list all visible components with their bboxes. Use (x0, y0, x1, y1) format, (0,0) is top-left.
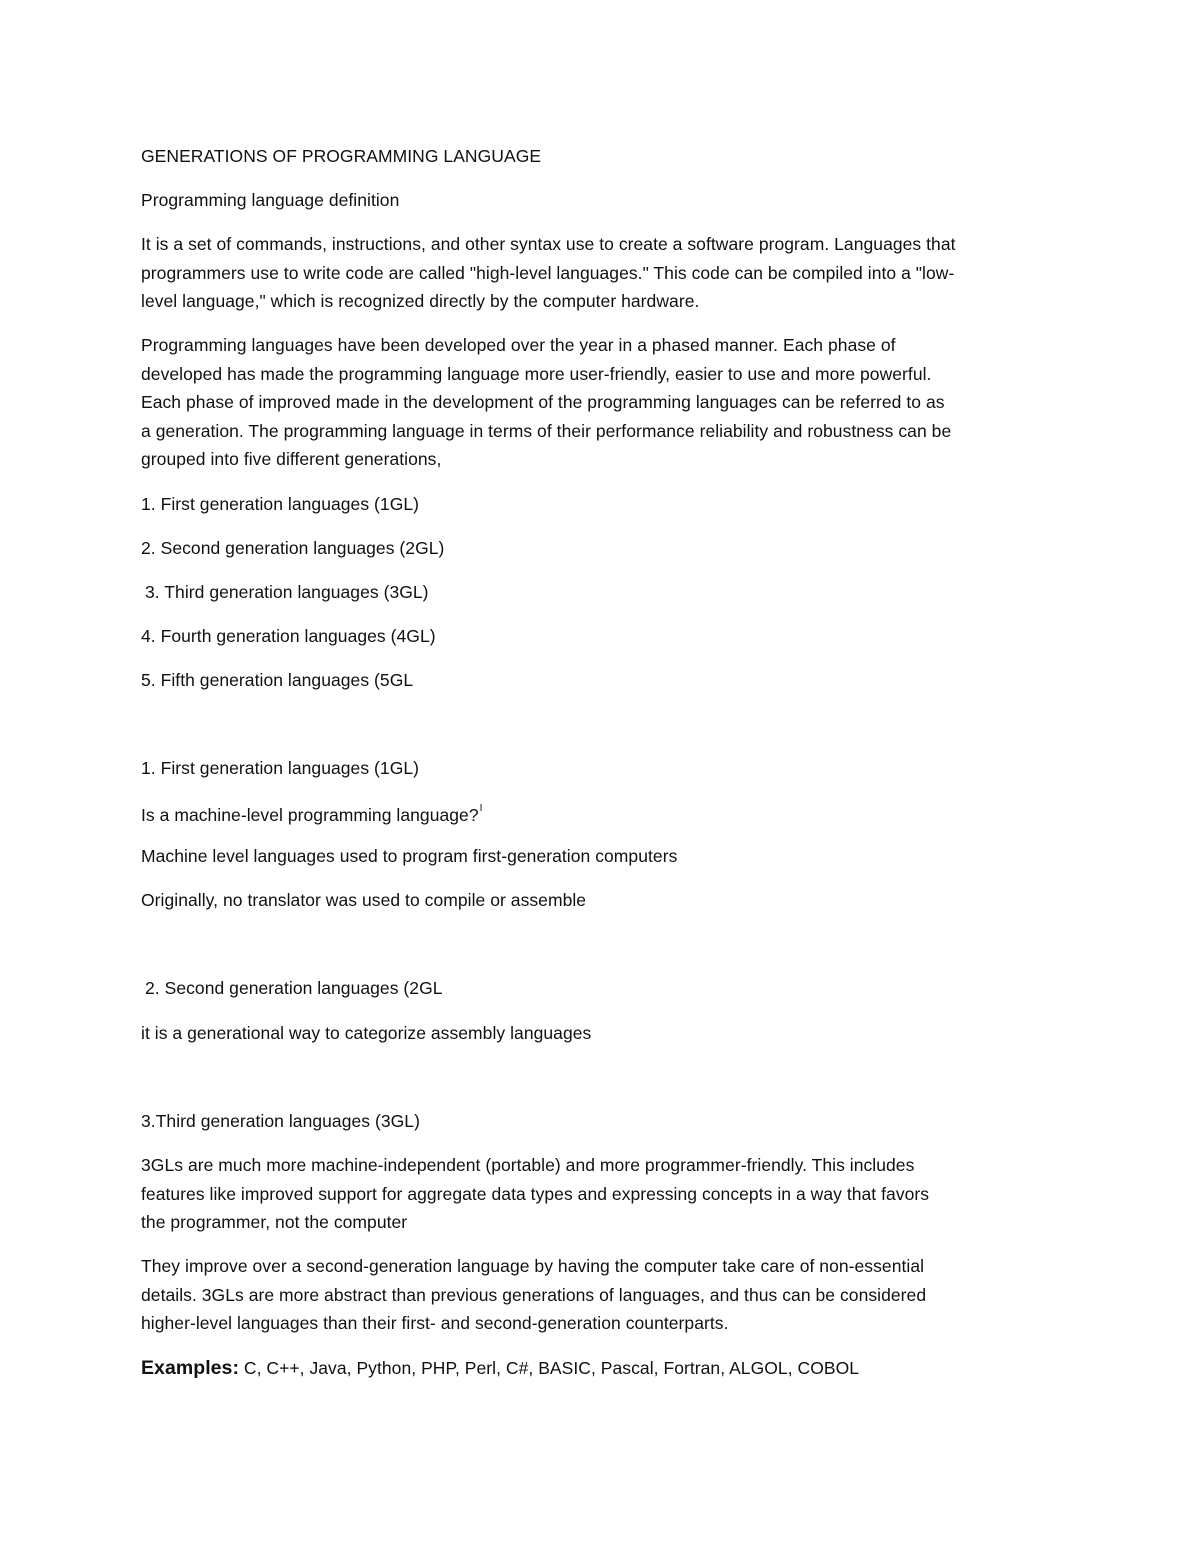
list-item: 3. Third generation languages (3GL) (145, 582, 429, 602)
section3-paragraph-2 (141, 1252, 1061, 1338)
section3-paragraph-1 (141, 1151, 1061, 1237)
section3-heading: 3.Third generation languages (3GL) (141, 1111, 420, 1131)
examples-label: Examples: (141, 1357, 239, 1379)
intro-line: a generation. The programming language in terms of their performance reliability and robustness can be (141, 420, 952, 441)
section2-heading: 2. Second generation languages (2GL (145, 978, 443, 998)
section2-line: it is a generational way to categorize assembly languages (141, 1023, 592, 1043)
section3-line: They improve over a second-generation language by having the computer take care of non-essential (141, 1256, 925, 1276)
section1-line: Machine level languages used to program first-generation computers (141, 846, 678, 866)
intro-line: grouped into five different generations, (141, 449, 442, 469)
definition-heading: Programming language definition (141, 190, 400, 210)
section3-line: 3GLs are much more machine-independent (portable) and more programmer-friendly. This includes (141, 1155, 915, 1175)
list-item: 5. Fifth generation languages (5GL (141, 670, 414, 690)
examples-text: C, C++, Java, Python, PHP, Perl, C#, BASIC, Pascal, Fortran, ALGOL, COBOL (239, 1358, 860, 1378)
intro-paragraph (141, 331, 1061, 474)
section1-heading: 1. First generation languages (1GL) (141, 758, 420, 778)
intro-line: developed has made the programming language more user-friendly, easier to use and more powerful. (141, 363, 932, 384)
definition-line: It is a set of commands, instructions, and other syntax use to create a software program. Languages that (141, 234, 956, 254)
definition-line: level language," which is recognized directly by the computer hardware. (141, 291, 700, 311)
intro-line: Each phase of improved made in the development of the programming languages can be referred to as (141, 392, 945, 412)
section1-line: Originally, no translator was used to compile or assemble (141, 890, 587, 910)
definition-line: programmers use to write code are called "high-level languages." This code can be compiled into a "low- (141, 262, 955, 283)
section3-line: the programmer, not the computer (141, 1212, 408, 1232)
section3-line: details. 3GLs are more abstract than previous generations of languages, and thus can be considered (141, 1284, 927, 1305)
section3-line: higher-level languages than their first- and second-generation counterparts. (141, 1313, 729, 1333)
examples-line (141, 1354, 859, 1383)
definition-paragraph (141, 230, 1061, 316)
section3-line: features like improved support for aggregate data types and expressing concepts in a way that favors (141, 1183, 930, 1204)
section1-question-text: Is a machine-level programming language? (141, 804, 479, 825)
footnote-mark: I (479, 803, 483, 814)
document-title: GENERATIONS OF PROGRAMMING LANGUAGE (141, 146, 542, 166)
list-item: 2. Second generation languages (2GL) (141, 538, 445, 558)
list-item: 4. Fourth generation languages (4GL) (141, 626, 436, 646)
list-item: 1. First generation languages (1GL) (141, 494, 420, 514)
section1-question (141, 798, 482, 829)
intro-line: Programming languages have been developed over the year in a phased manner. Each phase of (141, 335, 896, 355)
